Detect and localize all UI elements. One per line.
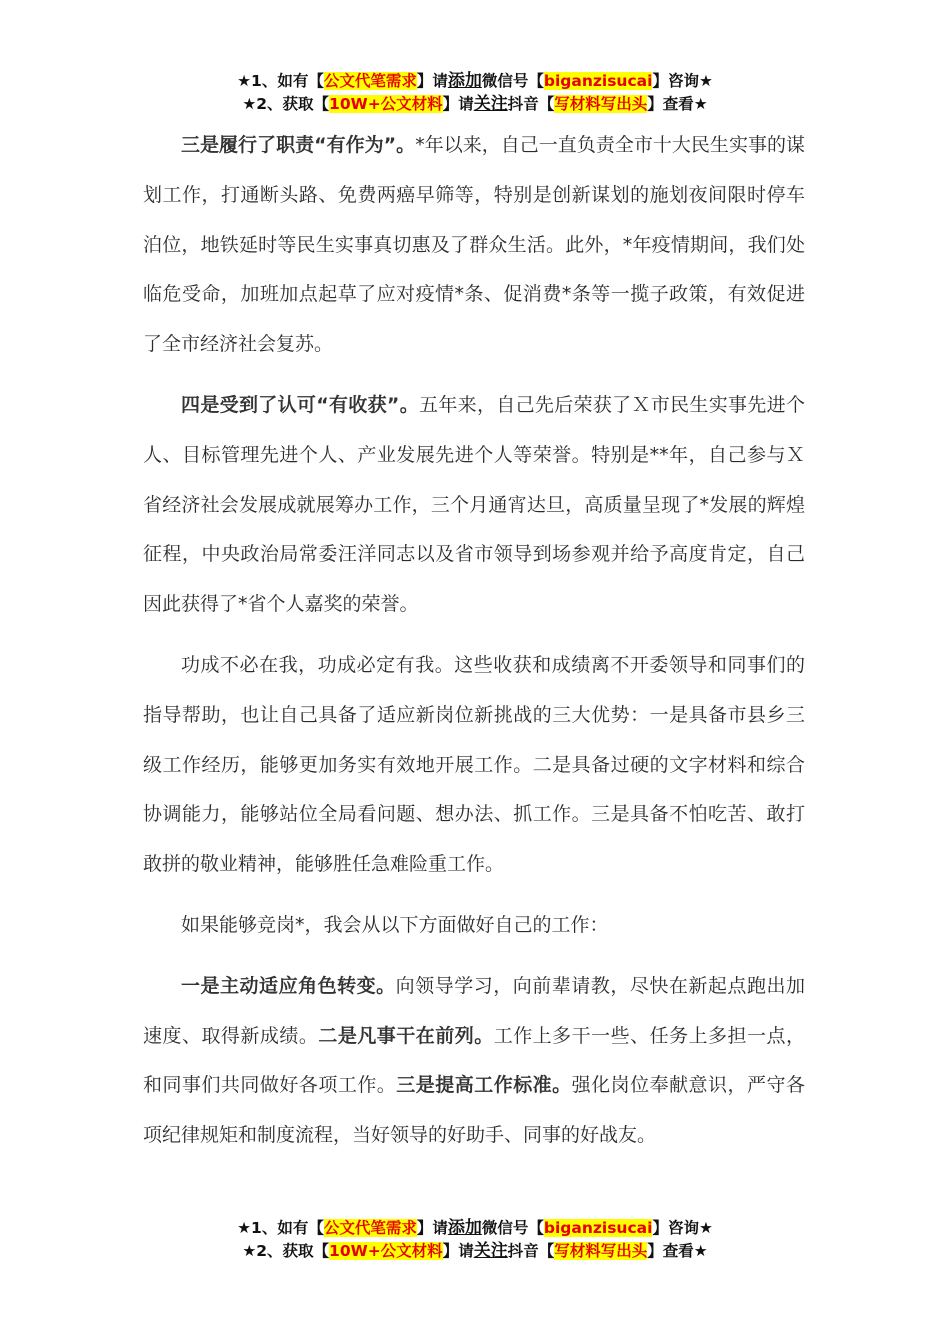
plan-text-1: 向领导学习，向前辈请教，尽快在新起点跑出加速度、取得新成绩。 xyxy=(143,974,805,1047)
promo-text: 】请 xyxy=(416,72,448,90)
promo-underline: 添加 xyxy=(447,71,482,91)
promo-underline: 关注 xyxy=(473,1241,508,1261)
plan-text-2: 工作上多干一些、任务上多担一点，和同事们共同做好各项工作。 xyxy=(143,1024,805,1097)
paragraph-intent xyxy=(143,901,805,951)
header-banner xyxy=(0,70,950,116)
wechat-id-highlight: biganzisucai xyxy=(543,1219,653,1237)
header-promo-line-2 xyxy=(0,93,950,116)
paragraph-plans xyxy=(143,962,805,1161)
promo-text: 】请 xyxy=(442,95,474,113)
promo-highlight: 公文代笔需求 xyxy=(323,72,417,90)
footer-banner xyxy=(0,1217,950,1263)
promo-text: 抖音【 xyxy=(507,1242,555,1260)
paragraph-text: 功成不必在我，功成必定有我。这些收获和成绩离不开委领导和同事们的指导帮助，也让自己具备了适应新岗位新挑战的三大优势：一是具备市县乡三级工作经历，能够更加务实有效地开展工作。二是具备过硬的文字材料和综合协调能力，能够站位全局看问题、想办法、抓工作。三是具备不怕吃苦、敢打敢拼的敬业精神，能够胜任急难险重工作。 xyxy=(143,653,805,876)
promo-text: 】咨询★ xyxy=(652,72,713,90)
paragraph-lead: 三是履行了职责“有作为”。 xyxy=(181,134,416,156)
promo-text: ★1、如有【 xyxy=(237,72,324,90)
promo-text: 微信号【 xyxy=(481,1219,544,1237)
paragraph-recognition xyxy=(143,381,805,630)
promo-highlight: 公文代笔需求 xyxy=(323,1219,417,1237)
header-promo-line-1 xyxy=(0,70,950,93)
promo-underline: 关注 xyxy=(473,94,508,114)
promo-text: 抖音【 xyxy=(507,95,555,113)
paragraph-lead: 四是受到了认可“有收获”。 xyxy=(181,393,420,416)
douyin-id-highlight: 写材料写出头 xyxy=(554,1242,648,1260)
promo-text: ★1、如有【 xyxy=(237,1219,324,1237)
footer-promo-line-2 xyxy=(0,1240,950,1263)
promo-text: ★2、获取【 xyxy=(242,95,330,113)
paragraph-text: 五年来，自己先后荣获了Ｘ市民生实事先进个人、目标管理先进个人、产业发展先进个人等荣誉。特别是**年，自己参与Ｘ省经济社会发展成就展筹办工作，三个月通宵达旦，高质量呈现了*发展的辉煌征程，中央政治局常委汪洋同志以及省市领导到场参观并给予高度肯定，自己因此获得了*省个人嘉奖的荣誉。 xyxy=(143,393,805,616)
paragraph-text: *年以来，自己一直负责全市十大民生实事的谋划工作，打通断头路、免费两癌早筛等，特别是创新谋划的施划夜间限时停车泊位，地铁延时等民生实事真切惠及了群众生活。此外，*年疫情期间，我们处临危受命，加班加点起草了应对疫情*条、促消费*条等一揽子政策，有效促进了全市经济社会复苏。 xyxy=(143,134,805,356)
plan-text-3: 强化岗位奉献意识，严守各项纪律规矩和制度流程，当好领导的好助手、同事的好战友。 xyxy=(143,1074,805,1147)
plan-lead-1: 一是主动适应角色转变。 xyxy=(181,974,396,997)
paragraph-text: 如果能够竞岗*，我会从以下方面做好自己的工作： xyxy=(181,913,609,936)
plan-lead-2: 二是凡事干在前列。 xyxy=(318,1024,494,1047)
promo-text: ★2、获取【 xyxy=(242,1242,330,1260)
promo-text: 】咨询★ xyxy=(652,1219,713,1237)
paragraph-duty xyxy=(143,121,805,370)
wechat-id-highlight: biganzisucai xyxy=(543,72,653,90)
footer-promo-line-1 xyxy=(0,1217,950,1240)
promo-text: 】查看★ xyxy=(647,1242,708,1260)
document-body xyxy=(143,121,805,1172)
douyin-id-highlight: 写材料写出头 xyxy=(554,95,648,113)
plan-lead-3: 三是提高工作标准。 xyxy=(396,1074,572,1097)
promo-text: 微信号【 xyxy=(481,72,544,90)
paragraph-advantages xyxy=(143,641,805,890)
promo-text: 】查看★ xyxy=(647,95,708,113)
promo-highlight: 10W+公文材料 xyxy=(329,95,443,113)
promo-underline: 添加 xyxy=(447,1218,482,1238)
promo-text: 】请 xyxy=(442,1242,474,1260)
promo-highlight: 10W+公文材料 xyxy=(329,1242,443,1260)
promo-text: 】请 xyxy=(416,1219,448,1237)
